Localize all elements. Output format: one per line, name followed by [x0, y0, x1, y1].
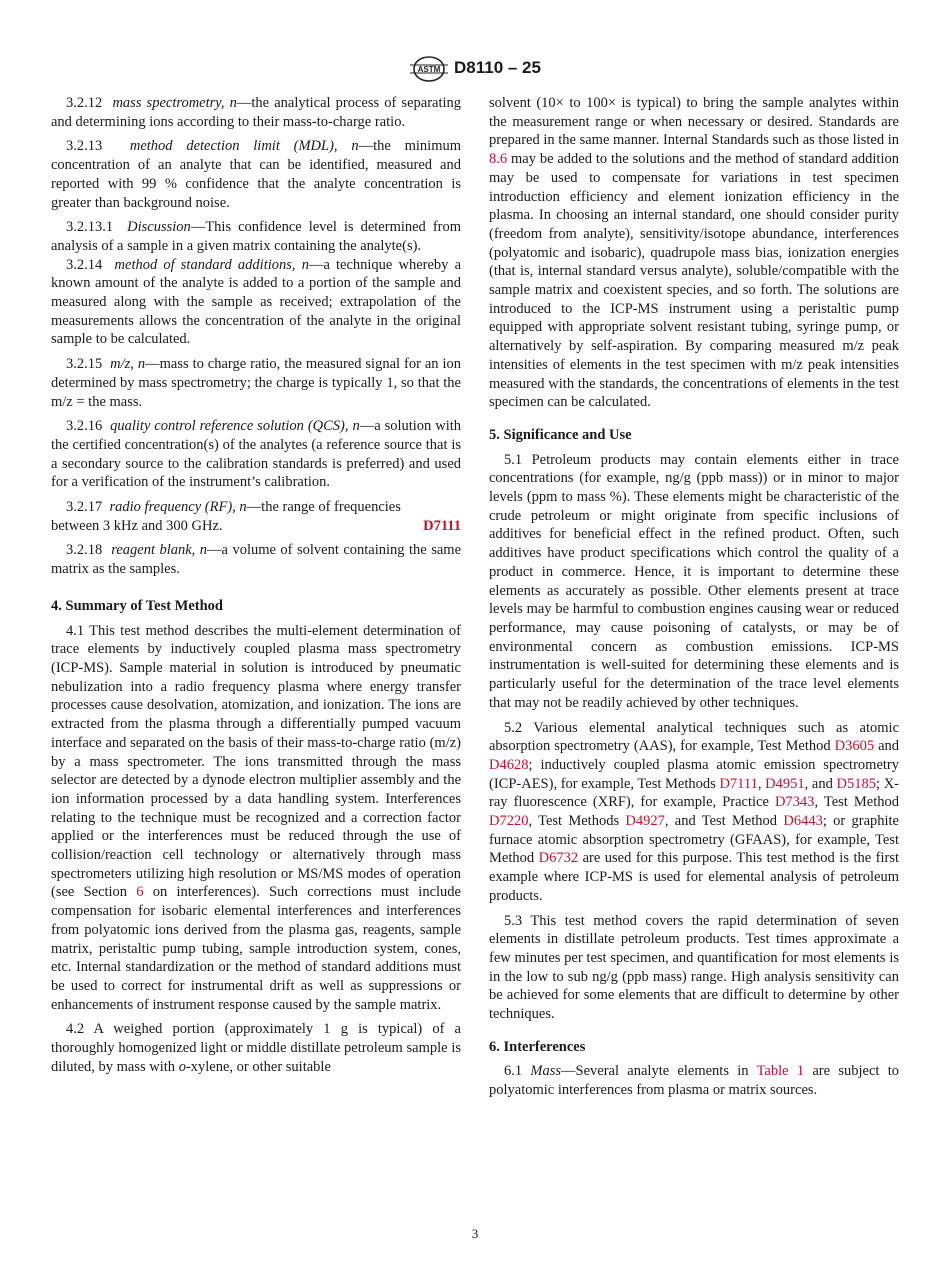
paragraph-6-1: 6.1 Mass—Several analyte elements in Table 1 are subject to polyatomic interferences from plasma or matrix sources.	[489, 1063, 899, 1099]
astm-logo-icon	[410, 56, 448, 82]
definition-3-2-15: 3.2.15 m/z, n—mass to charge ratio, the measured signal for an ion determined by mass spectrometry; the charge is typically 1, so that the m/z = the mass.	[51, 356, 461, 410]
reference-link-d6443[interactable]: D6443	[783, 813, 823, 830]
definition-3-2-17: 3.2.17 radio frequency (RF), n—the range of frequencies between 3 kHz and 300 GHz. D7111	[51, 499, 461, 534]
paragraph-4-2: 4.2 A weighed portion (approximately 1 g is typical) of a thoroughly homogenized light or middle distillate petroleum sample is diluted, by mass with o-xylene, or other suitable	[51, 1021, 461, 1075]
reference-link-d5185[interactable]: D5185	[836, 775, 877, 792]
reference-link-d3605[interactable]: D3605	[834, 738, 875, 755]
section-5-heading: 5. Significance and Use	[489, 426, 632, 443]
section-link-6[interactable]: 6	[136, 884, 144, 901]
definition-3-2-13-1: 3.2.13.1 Discussion—This confidence level is determined from analysis of a sample in a given matrix containing the analyte(s).	[51, 219, 462, 254]
paragraph-4-2-continued: solvent (10× to 100× is typical) to bring the sample analytes within the measurement range or when necessary or desired. Standards are prepared in the same manner. Internal Standards such as those listed in 8.6 may be added to the solutions and the method of standard addition may be used to compensate for variations in test specimen introduction efficiency and element ionization efficiency in the plasma. In choosing an internal standard, one should consider purity (freedom from analyte), sensitivity/isotope abundance, interferences (polyatomic and isobaric), quadrupole mass bias, ionization energies (that is, internal standard versus analyte), soluble/compatible with the sample matrix and coexistent species, and so forth. The solutions are introduced to the ICP-MS instrument using a peristaltic pump equipped with appropriate solvent resistant tubing, syringe pump, or alternatively by self-aspiration. By comparing measured m/z peak intensities of elements in the test specimen with m/z peak intensities measured with the standards, the concentrations of elements in the test specimen can be calculated.	[489, 95, 899, 411]
logo-text: ASTM	[417, 65, 441, 74]
reference-link-d7111[interactable]: D7111	[719, 775, 758, 792]
section-6-heading: 6. Interferences	[489, 1038, 586, 1055]
paragraph-5-1: 5.1 Petroleum products may contain elements either in trace concentrations (for example, ng/g (ppb mass)) or in minor to major levels (ppm to mass %). These elements might be characteristic of the crude petroleum or might originate from specific inclusions of additives for beneficial effect in the refined product. Often, such additives have product specifications which control the quality of a product in commerce. Hence, it is important to determine these elements as accurately as possible. Other elements present at trace levels may be harmful to combustion engines causing wear or reduced performance, may cause poisoning of catalysts, or may be of environmental concern as combustion emissions. ICP-MS instrumentation is well-suited for determining these elements and is particularly useful for the determination of the trace level elements that may not be readily achieved by other techniques.	[489, 451, 899, 711]
document-designation: D8110 – 25	[454, 58, 541, 77]
definition-3-2-12: 3.2.12 mass spectrometry, n—the analytical process of separating and determining ions according to their mass-to-charge ratio.	[51, 95, 462, 130]
paragraph-5-3: 5.3 This test method covers the rapid determination of seven elements in distillate petroleum products. Test times approximate a few minutes per test specimen, and quantification for most elements is in the low to sub ng/g (ppb mass) range. High analysis sensitivity can be achieved for some elements that are difficult to determine by other techniques.	[489, 912, 899, 1023]
page-header	[0, 56, 950, 84]
definition-3-2-14: 3.2.14 method of standard additions, n—a technique whereby a known amount of the analyte is added to a portion of the sample and measured along with the sample as received; extrapolation of the measurements allows the concentration of the analyte in the original sample to be calculated.	[51, 256, 462, 348]
right-column	[489, 94, 899, 1106]
page-number: 3	[471, 1226, 479, 1241]
section-link-8-6[interactable]: 8.6	[489, 151, 508, 168]
section-4-heading: 4. Summary of Test Method	[51, 597, 223, 614]
paragraph-5-2: 5.2 Various elemental analytical techniques such as atomic absorption spectrometry (AAS), for example, Test Method D3605 and D4628; inductively coupled plasma atomic emission spectrometry (ICP-AES), for example, Test Methods D7111, D4951, and D5185; X-ray fluorescence (XRF), for example, Practice D7343, Test Method D7220, Test Methods D4927, and Test Method D6443; or graphite furnace atomic absorption spectrometry (GFAAS), for example, Test Method D6732 are used for this purpose. This test method is the first example where ICP-MS is used for elemental analysis of petroleum products.	[489, 719, 900, 904]
reference-link-d4927[interactable]: D4927	[625, 813, 665, 830]
definition-3-2-16: 3.2.16 quality control reference solution (QCS), n—a solution with the certified concentration(s) of the analytes (a reference source that is a secondary source to the calibration standards is preferred) and used for a verification of the instrument’s calibration.	[51, 418, 462, 491]
reference-link-d7220[interactable]: D7220	[489, 813, 529, 830]
table-link-1[interactable]: Table 1	[756, 1063, 805, 1080]
reference-link-d7343[interactable]: D7343	[774, 794, 815, 811]
definition-3-2-13: 3.2.13 method detection limit (MDL), n—the minimum concentration of an analyte that can be identified, measured and reported with 99 % confidence that the analyte concentration is greater than background noise.	[51, 138, 461, 211]
reference-link-d6732[interactable]: D6732	[538, 850, 579, 867]
paragraph-4-1: 4.1 This test method describes the multi-element determination of trace elements by inductively coupled plasma mass spectrometry (ICP-MS). Sample material in solution is introduced by pneumatic nebulization into a radio frequency plasma where energy transfer processes cause desolvation, atomization, and ionization. The ions are extracted from the plasma through a differentially pumped vacuum interface and separated on the basis of their mass-to-charge ratio (m/z) by a mass spectrometer. The ions transmitted through the mass selector are detected by a dynode electron multiplier assembly and the ion information processed by a data handling system. Interferences relating to the technique must be recognized and a correction factor applied or the interferences must be reduced through the use of collision/reaction cell technology or alternatively through mass spectrometers utilizing high resolution or MS/MS modes of operation (see Section 6 on interferences). Such corrections must include compensation for isobaric elemental interferences and interferences from polyatomic ions derived from the plasma gas, reagents, sample matrix, peristaltic pump tubing, sample introduction system, cones, etc. Internal standardization or the method of standard additions must be used to correct for instrumental drift as well as suppressions or enhancements of instrument response caused by the sample matrix.	[51, 622, 461, 1013]
reference-link-d7111[interactable]: D7111	[423, 517, 461, 534]
reference-link-d4628[interactable]: D4628	[489, 756, 529, 773]
left-column	[51, 94, 461, 1082]
definition-3-2-18: 3.2.18 reagent blank, n—a volume of solvent containing the same matrix as the samples.	[51, 542, 462, 578]
reference-link-d4951[interactable]: D4951	[765, 775, 805, 792]
